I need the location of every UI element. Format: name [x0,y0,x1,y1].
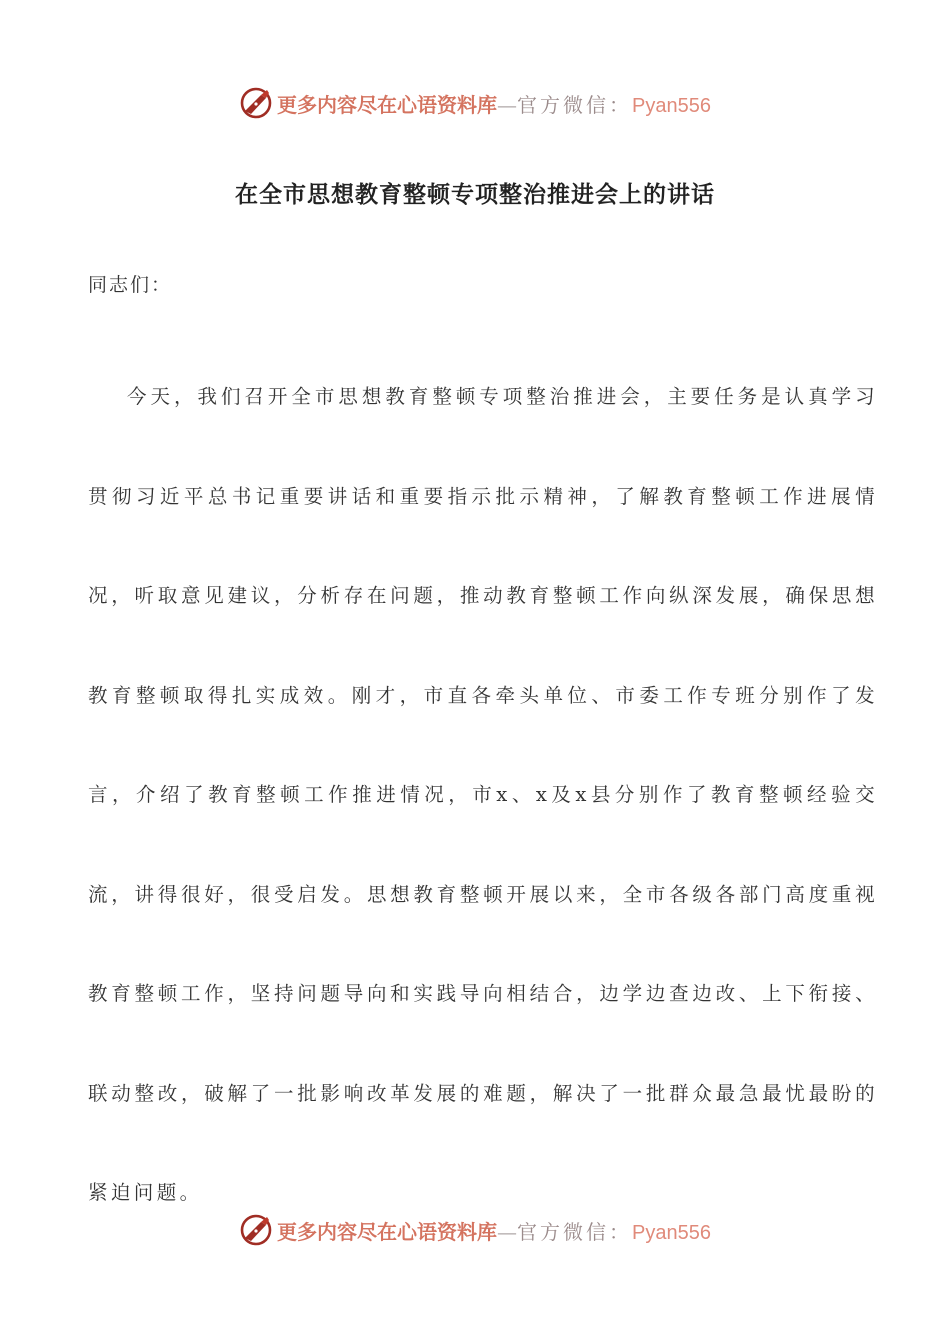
banner-account: Pyan556 [632,94,711,117]
body-paragraph: 今天，我们召开全市思想教育整顿专项整治推进会，主要任务是认真学习贯彻习近平总书记重要讲话和重要指示批示精神，了解教育整顿工作进展情况，听取意见建议，分析存在问题，推动教育整顿工作向纵深发展，确保思想教育整顿取得扎实成效。刚才，市直各牵头单位、市委工作专班分别作了发言，介绍了教育整顿工作推进情况，市x、x及x县分别作了教育整顿经验交流，讲得很好，很受启发。思想教育整顿开展以来，全市各级各部门高度重视教育整顿工作，坚持问题导向和实践导向相结合，边学边查边改、上下衔接、联动整改，破解了一批影响改革发展的难题，解决了一批群众最急最忧最盼的紧迫问题。 [88,385,878,1204]
banner-dash: — [497,92,518,117]
banner-label: 官方微信： [517,1219,633,1244]
document-title: 在全市思想教育整顿专项整治推进会上的讲话 [235,181,715,208]
banner-text [277,89,711,118]
banner-account: Pyan556 [632,1221,711,1244]
salutation: 同志们： [88,274,173,296]
banner-brand: 更多内容尽在心语资料库 [277,1219,498,1244]
banner-dash: — [497,1219,518,1244]
pen-nib-logo-icon [239,1213,273,1247]
banner-label: 官方微信： [517,92,633,117]
footer-banner [0,1205,950,1255]
banner-brand: 更多内容尽在心语资料库 [277,92,498,117]
pen-nib-logo-icon [239,86,273,120]
banner-text [277,1216,711,1245]
header-banner [0,78,950,128]
